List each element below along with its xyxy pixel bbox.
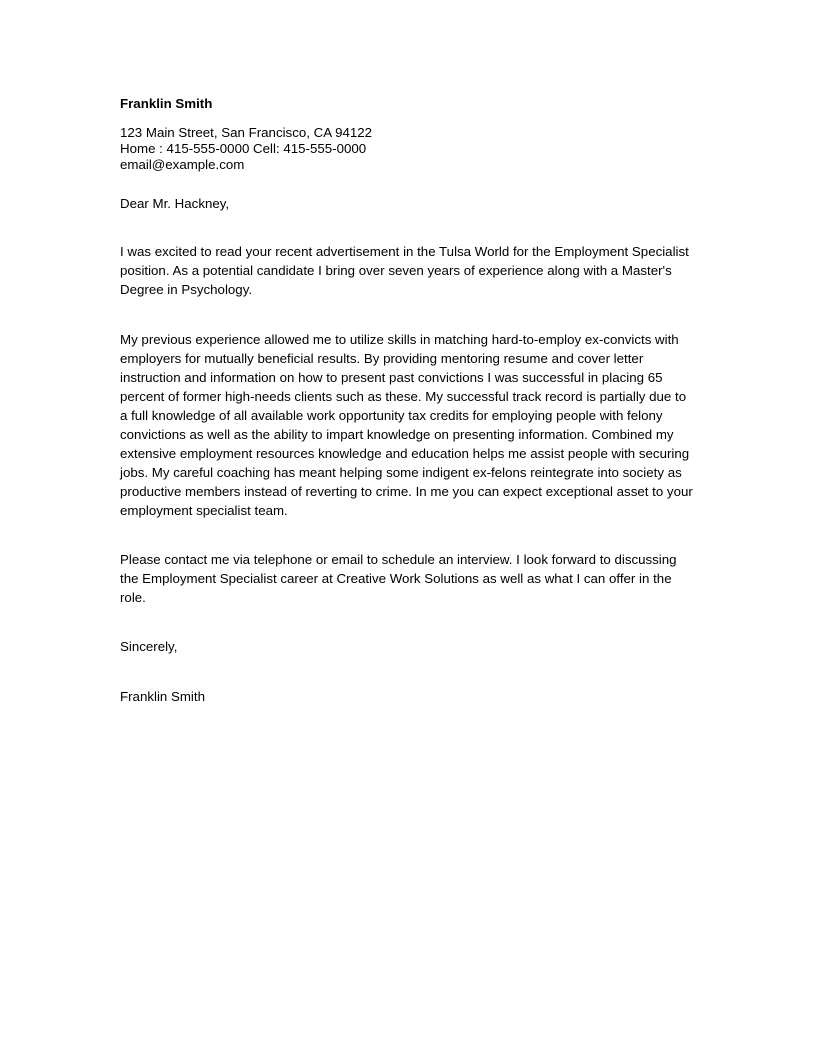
paragraph-line: jobs. My careful coaching has meant helping some indigent ex-felons reintegrate into society as xyxy=(120,465,682,480)
paragraph-line: the Employment Specialist career at Creative Work Solutions as well as what I can offer in the xyxy=(120,571,672,586)
paragraph-line: employment specialist team. xyxy=(120,503,288,518)
paragraph-line: percent of former high-needs clients such as these. My successful track record is partially due to xyxy=(120,389,687,404)
paragraph-contact xyxy=(120,550,700,607)
paragraph-line: position. As a potential candidate I bring over seven years of experience along with a Master's xyxy=(120,263,672,278)
paragraph-experience xyxy=(120,330,700,520)
address-street: 123 Main Street, San Francisco, CA 94122 xyxy=(120,125,373,140)
paragraph-line: extensive employment resources knowledge and education helps me assist people with securing xyxy=(120,446,690,461)
paragraph-line: instruction and information on how to present past convictions I was successful in placing 65 xyxy=(120,370,663,385)
paragraph-intro xyxy=(120,242,700,299)
salutation: Dear Mr. Hackney, xyxy=(120,196,230,211)
sender-address xyxy=(120,125,700,173)
paragraph-line: convictions as well as the ability to impart knowledge on presenting information. Combined my xyxy=(120,427,674,442)
paragraph-line: My previous experience allowed me to utilize skills in matching hard-to-employ ex-convicts with xyxy=(120,332,679,347)
paragraph-line: I was excited to read your recent advertisement in the Tulsa World for the Employment Specialist xyxy=(120,244,689,259)
paragraph-line: a full knowledge of all available work opportunity tax credits for employing people with felony xyxy=(120,408,663,423)
paragraph-line: productive members instead of reverting to crime. In me you can expect exceptional asset to your xyxy=(120,484,693,499)
paragraph-line: role. xyxy=(120,590,146,605)
address-phones: Home : 415-555-0000 Cell: 415-555-0000 xyxy=(120,141,367,156)
paragraph-line: Degree in Psychology. xyxy=(120,282,253,297)
address-email: email@example.com xyxy=(120,157,245,172)
closing: Sincerely, xyxy=(120,639,178,654)
paragraph-line: employers for mutually beneficial results. By providing mentoring resume and cover letter xyxy=(120,351,644,366)
signature-name: Franklin Smith xyxy=(120,689,205,704)
paragraph-line: Please contact me via telephone or email to schedule an interview. I look forward to discussing xyxy=(120,552,677,567)
sender-name: Franklin Smith xyxy=(120,96,213,111)
